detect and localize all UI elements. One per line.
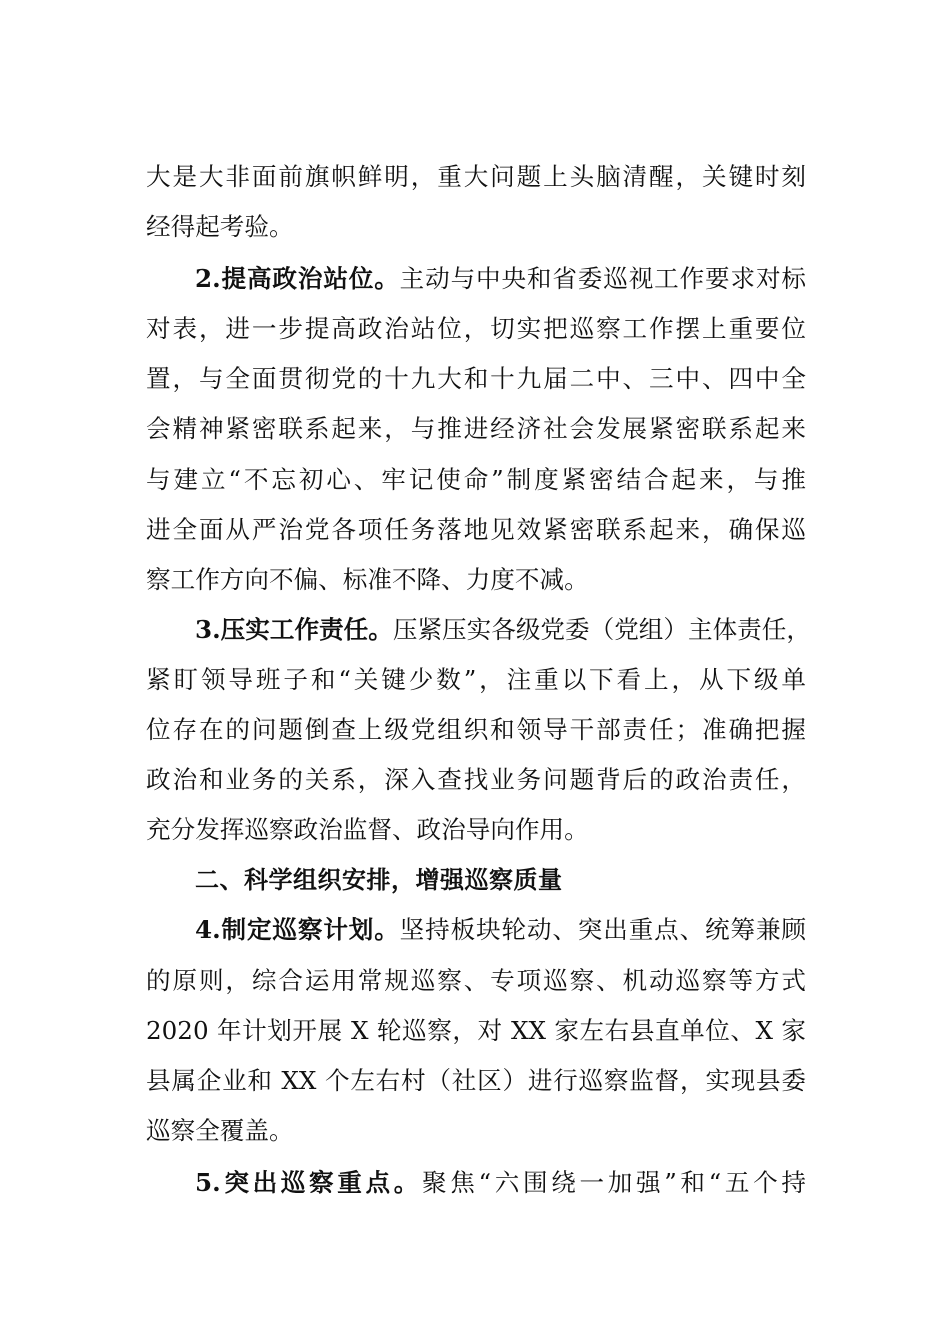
paragraph-line: 经得起考验。 (146, 212, 294, 242)
document-page (146, 152, 811, 1208)
paragraph-line: 县属企业和 XX 个左右村（社区）进行巡察监督，实现县委 (146, 1065, 806, 1095)
paragraph-line: 进全面从严治党各项任务落地见效紧密联系起来，确保巡 (146, 514, 806, 544)
paragraph-text: 主动与中央和省委巡视工作要求对标 (399, 264, 806, 294)
paragraph-text: 压紧压实各级党委（党组）主体责任， (392, 614, 811, 644)
paragraph-text: 聚焦“六围绕一加强”和“五个持 (422, 1167, 806, 1197)
paragraph-line: 会精神紧密联系起来，与推进经济社会发展紧密联系起来 (146, 414, 806, 444)
paragraph-first-line (146, 605, 811, 655)
paragraph-lead: 3.压实工作责任。 (195, 614, 393, 644)
paragraph-line: 位存在的问题倒查上级党组织和领导干部责任；准确把握 (146, 715, 806, 745)
paragraph-lead: 5.突出巡察重点。 (195, 1167, 423, 1197)
paragraph-line: 2020 年计划开展 X 轮巡察，对 XX 家左右县直单位、X 家 (146, 1015, 806, 1045)
paragraph-text: 坚持板块轮动、突出重点、统筹兼顾 (399, 915, 806, 945)
paragraph-line: 对表，进一步提高政治站位，切实把巡察工作摆上重要位 (146, 314, 806, 344)
paragraph-line: 察工作方向不偏、标准不降、力度不减。 (146, 564, 589, 594)
paragraph-first-line (146, 254, 806, 304)
paragraph-line: 置，与全面贯彻党的十九大和十九届二中、三中、四中全 (146, 364, 806, 394)
paragraph-line: 的原则，综合运用常规巡察、专项巡察、机动巡察等方式 (146, 965, 806, 995)
paragraph-first-line (146, 1158, 806, 1208)
paragraph-line: 紧盯领导班子和“关键少数”，注重以下看上，从下级单 (146, 664, 806, 694)
paragraph-line: 巡察全覆盖。 (146, 1115, 294, 1145)
section-heading: 二、科学组织安排，增强巡察质量 (195, 866, 563, 895)
paragraph-first-line (146, 905, 806, 955)
paragraph-line: 大是大非面前旗帜鲜明，重大问题上头脑清醒，关键时刻 (146, 162, 806, 191)
paragraph-lead: 4.制定巡察计划。 (195, 915, 400, 945)
paragraph-line: 与建立“不忘初心、牢记使命”制度紧密结合起来，与推 (146, 464, 806, 494)
paragraph-lead: 2.提高政治站位。 (195, 264, 400, 294)
paragraph-line: 政治和业务的关系，深入查找业务问题背后的政治责任， (146, 765, 806, 795)
paragraph-line: 充分发挥巡察政治监督、政治导向作用。 (146, 815, 589, 845)
